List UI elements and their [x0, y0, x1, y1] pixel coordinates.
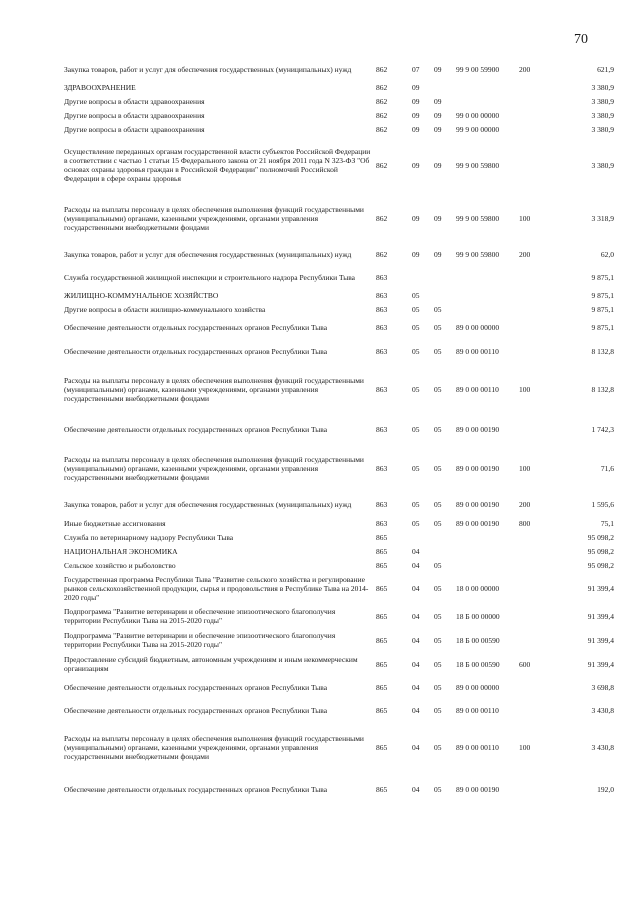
table-row — [64, 266, 614, 288]
subsection-code: 05 — [434, 560, 442, 570]
row-name: Расходы на выплаты персоналу в целях обеспечения выполнения функций государственными (муниципальными) органами, казенными учреждениями, органами управления государственными внебюджетными фондами — [64, 375, 364, 403]
ministry-code: 862 — [376, 96, 388, 106]
ministry-code: 863 — [376, 518, 388, 528]
subsection-code: 05 — [434, 784, 442, 794]
subsection-code: 09 — [434, 249, 442, 259]
expense-type-code — [519, 108, 549, 122]
expense-type-code — [519, 316, 549, 338]
subsection-code: 05 — [434, 518, 442, 528]
expense-type-code — [519, 572, 549, 604]
subsection-code: 09 — [434, 110, 442, 120]
row-name: Другие вопросы в области здравоохранения — [64, 96, 205, 106]
subsection-code: 05 — [434, 583, 442, 593]
table-row — [64, 492, 614, 516]
ministry-code: 862 — [376, 160, 388, 170]
expense-type-code — [519, 94, 549, 108]
section-code: 05 — [412, 322, 420, 332]
row-name: Подпрограмма "Развитие ветеринарии и обеспечение эпизоотического благополучия территории Республики Тыва на 2015-2020 годы" — [64, 607, 336, 625]
ministry-code: 865 — [376, 659, 388, 669]
amount: 75,1 — [600, 518, 614, 528]
row-name: Закупка товаров, работ и услуг для обеспечения государственных (муниципальных) нужд — [64, 499, 352, 509]
section-code: 05 — [412, 384, 420, 394]
expense-type-code — [519, 136, 549, 194]
table-row — [64, 722, 614, 772]
target-article-code: 89 0 00 00000 — [456, 322, 500, 332]
table-row — [64, 698, 614, 722]
table-row — [64, 194, 614, 242]
target-article-code: 89 0 00 00110 — [456, 346, 499, 356]
target-article-code — [456, 288, 519, 302]
row-name: ЗДРАВООХРАНЕНИЕ — [64, 82, 136, 92]
section-code: 09 — [412, 160, 420, 170]
table-row — [64, 108, 614, 122]
table-row — [64, 94, 614, 108]
row-name: Обеспечение деятельности отдельных государственных органов Республики Тыва — [64, 682, 328, 692]
target-article-code: 89 0 00 00190 — [456, 784, 500, 794]
section-code: 04 — [412, 705, 420, 715]
target-article-code: 89 0 00 00110 — [456, 742, 499, 752]
row-name: Обеспечение деятельности отдельных государственных органов Республики Тыва — [64, 784, 328, 794]
ministry-code: 862 — [376, 64, 388, 74]
subsection-code: 09 — [434, 124, 442, 134]
subsection-code — [434, 288, 456, 302]
expense-type-code — [519, 558, 549, 572]
section-code — [412, 530, 434, 544]
row-name: Расходы на выплаты персоналу в целях обеспечения выполнения функций государственными (муниципальными) органами, казенными учреждениями, органами управления государственными внебюджетными фондами — [64, 454, 364, 482]
ministry-code: 865 — [376, 611, 388, 621]
amount: 95 098,2 — [587, 546, 614, 556]
expense-type-code: 200 — [519, 249, 531, 259]
target-article-code: 99 9 00 59900 — [456, 64, 500, 74]
subsection-code: 05 — [434, 346, 442, 356]
amount: 1 742,3 — [591, 424, 614, 434]
subsection-code: 05 — [434, 463, 442, 473]
row-name: Иные бюджетные ассигнования — [64, 518, 166, 528]
amount: 91 399,4 — [587, 611, 614, 621]
expense-type-code: 600 — [519, 659, 531, 669]
section-code: 04 — [412, 635, 420, 645]
subsection-code: 09 — [434, 64, 442, 74]
amount: 71,6 — [600, 463, 614, 473]
subsection-code — [434, 530, 456, 544]
amount: 3 430,8 — [591, 705, 614, 715]
target-article-code: 99 9 00 59800 — [456, 249, 500, 259]
subsection-code — [434, 80, 456, 94]
expense-type-code — [519, 302, 549, 316]
row-name: НАЦИОНАЛЬНАЯ ЭКОНОМИКА — [64, 546, 178, 556]
ministry-code: 863 — [376, 499, 388, 509]
amount: 9 875,1 — [591, 322, 614, 332]
subsection-code: 05 — [434, 705, 442, 715]
row-name: Служба государственной жилищной инспекции и строительного надзора Республики Тыва — [64, 272, 356, 282]
subsection-code: 09 — [434, 96, 442, 106]
row-name: Закупка товаров, работ и услуг для обеспечения государственных (муниципальных) нужд — [64, 249, 352, 259]
section-code: 09 — [412, 82, 420, 92]
amount: 91 399,4 — [587, 635, 614, 645]
ministry-code: 862 — [376, 124, 388, 134]
table-row — [64, 628, 614, 652]
section-code: 04 — [412, 784, 420, 794]
subsection-code — [434, 544, 456, 558]
subsection-code: 05 — [434, 499, 442, 509]
row-name: Расходы на выплаты персоналу в целях обеспечения выполнения функций государственными (муниципальными) органами, казенными учреждениями, органами управления государственными внебюджетными фондами — [64, 204, 364, 232]
target-article-code: 89 0 00 00110 — [456, 384, 499, 394]
amount: 3 380,9 — [591, 160, 614, 170]
ministry-code: 865 — [376, 635, 388, 645]
subsection-code: 05 — [434, 742, 442, 752]
expense-type-code — [519, 122, 549, 136]
target-article-code — [456, 80, 519, 94]
ministry-code: 862 — [376, 249, 388, 259]
amount: 91 399,4 — [587, 583, 614, 593]
section-code: 05 — [412, 463, 420, 473]
amount: 3 380,9 — [591, 124, 614, 134]
table-row — [64, 58, 614, 80]
row-name: Другие вопросы в области жилищно-коммунального хозяйства — [64, 304, 266, 314]
row-name: Предоставление субсидий бюджетным, автономным учреждениям и иным некоммерческим организациям — [64, 655, 358, 673]
target-article-code — [456, 94, 519, 108]
expense-type-code: 100 — [519, 742, 531, 752]
section-code: 07 — [412, 64, 420, 74]
ministry-code: 863 — [376, 290, 388, 300]
target-article-code: 18 Б 00 00590 — [456, 635, 500, 645]
ministry-code: 865 — [376, 532, 388, 542]
expense-type-code — [519, 544, 549, 558]
row-name: Подпрограмма "Развитие ветеринарии и обеспечение эпизоотического благополучия территории Республики Тыва на 2015-2020 годы" — [64, 631, 336, 649]
target-article-code: 18 Б 00 00590 — [456, 659, 500, 669]
expense-type-code — [519, 414, 549, 444]
row-name: Осуществление переданных органам государственной власти субъектов Российской Федерации в соответствии с частью 1 статьи 15 Федерального закона от 21 ноября 2011 года N 323-ФЗ "Об основах охраны здоровья граждан в Российской Федерации" полномочий Российской Федерации в сфере охраны здоровья — [64, 147, 371, 183]
ministry-code: 863 — [376, 463, 388, 473]
subsection-code: 05 — [434, 322, 442, 332]
section-code: 05 — [412, 290, 420, 300]
table-row — [64, 302, 614, 316]
page-number: 70 — [574, 32, 588, 47]
table-row — [64, 530, 614, 544]
table-row — [64, 414, 614, 444]
amount: 95 098,2 — [587, 532, 614, 542]
subsection-code: 05 — [434, 635, 442, 645]
section-code: 04 — [412, 546, 420, 556]
table-row — [64, 364, 614, 414]
amount: 3 380,9 — [591, 96, 614, 106]
table-row — [64, 544, 614, 558]
subsection-code: 05 — [434, 304, 442, 314]
section-code: 09 — [412, 110, 420, 120]
ministry-code: 865 — [376, 583, 388, 593]
expense-type-code: 100 — [519, 213, 531, 223]
subsection-code: 09 — [434, 160, 442, 170]
amount: 9 875,1 — [591, 290, 614, 300]
target-article-code: 89 0 00 00110 — [456, 705, 499, 715]
target-article-code: 89 0 00 00000 — [456, 682, 500, 692]
row-name: Расходы на выплаты персоналу в целях обеспечения выполнения функций государственными (муниципальными) органами, казенными учреждениями, органами управления государственными внебюджетными фондами — [64, 733, 364, 761]
section-code: 04 — [412, 742, 420, 752]
table-row — [64, 122, 614, 136]
target-article-code — [456, 530, 519, 544]
section-code: 05 — [412, 304, 420, 314]
section-code — [412, 266, 434, 288]
section-code: 09 — [412, 96, 420, 106]
amount: 95 098,2 — [587, 560, 614, 570]
table-row — [64, 288, 614, 302]
amount: 9 875,1 — [591, 304, 614, 314]
ministry-code: 862 — [376, 82, 388, 92]
amount: 62,0 — [600, 249, 614, 259]
section-code: 09 — [412, 213, 420, 223]
table-row — [64, 136, 614, 194]
row-name: Обеспечение деятельности отдельных государственных органов Республики Тыва — [64, 322, 328, 332]
amount: 8 132,8 — [591, 346, 614, 356]
table-row — [64, 676, 614, 698]
expense-type-code — [519, 338, 549, 364]
row-name: ЖИЛИЩНО-КОММУНАЛЬНОЕ ХОЗЯЙСТВО — [64, 290, 219, 300]
amount: 3 380,9 — [591, 110, 614, 120]
table-row — [64, 242, 614, 266]
budget-table — [64, 58, 614, 806]
ministry-code: 863 — [376, 322, 388, 332]
row-name: Государственная программа Республики Тыва "Развитие сельского хозяйства и регулирование рынков сельскохозяйственной продукции, сырья и продовольствия в Республике Тыва на 2014-2020 годы" — [64, 574, 369, 602]
subsection-code: 05 — [434, 424, 442, 434]
table-row — [64, 516, 614, 530]
expense-type-code — [519, 604, 549, 628]
amount: 621,9 — [597, 64, 614, 74]
expense-type-code — [519, 80, 549, 94]
ministry-code: 862 — [376, 213, 388, 223]
section-code: 09 — [412, 249, 420, 259]
expense-type-code: 100 — [519, 463, 531, 473]
amount: 8 132,8 — [591, 384, 614, 394]
ministry-code: 865 — [376, 682, 388, 692]
expense-type-code — [519, 628, 549, 652]
section-code: 04 — [412, 659, 420, 669]
section-code: 04 — [412, 611, 420, 621]
target-article-code: 89 0 00 00190 — [456, 499, 500, 509]
expense-type-code — [519, 266, 549, 288]
target-article-code: 99 0 00 00000 — [456, 110, 500, 120]
expense-type-code — [519, 698, 549, 722]
subsection-code: 05 — [434, 659, 442, 669]
subsection-code: 05 — [434, 384, 442, 394]
target-article-code: 18 Б 00 00000 — [456, 611, 500, 621]
target-article-code: 89 0 00 00190 — [456, 518, 500, 528]
budget-table-body — [64, 58, 614, 806]
table-row — [64, 652, 614, 676]
amount: 3 430,8 — [591, 742, 614, 752]
target-article-code: 99 9 00 59800 — [456, 160, 500, 170]
target-article-code: 89 0 00 00190 — [456, 463, 500, 473]
table-row — [64, 316, 614, 338]
ministry-code: 863 — [376, 346, 388, 356]
ministry-code: 863 — [376, 424, 388, 434]
ministry-code: 863 — [376, 272, 388, 282]
subsection-code — [434, 266, 456, 288]
table-row — [64, 80, 614, 94]
target-article-code — [456, 544, 519, 558]
ministry-code: 865 — [376, 705, 388, 715]
amount: 9 875,1 — [591, 272, 614, 282]
expense-type-code — [519, 772, 549, 806]
expense-type-code: 100 — [519, 384, 531, 394]
ministry-code: 863 — [376, 304, 388, 314]
row-name: Другие вопросы в области здравоохранения — [64, 110, 205, 120]
section-code: 09 — [412, 124, 420, 134]
table-row — [64, 444, 614, 492]
subsection-code: 09 — [434, 213, 442, 223]
row-name: Сельское хозяйство и рыболовство — [64, 560, 176, 570]
amount: 192,0 — [597, 784, 614, 794]
row-name: Обеспечение деятельности отдельных государственных органов Республики Тыва — [64, 346, 328, 356]
target-article-code: 99 9 00 59800 — [456, 213, 500, 223]
row-name: Другие вопросы в области здравоохранения — [64, 124, 205, 134]
expense-type-code: 800 — [519, 518, 531, 528]
row-name: Обеспечение деятельности отдельных государственных органов Республики Тыва — [64, 705, 328, 715]
table-row — [64, 604, 614, 628]
target-article-code: 99 9 00 00000 — [456, 124, 500, 134]
row-name: Закупка товаров, работ и услуг для обеспечения государственных (муниципальных) нужд — [64, 64, 352, 74]
subsection-code: 05 — [434, 611, 442, 621]
ministry-code: 865 — [376, 560, 388, 570]
table-row — [64, 338, 614, 364]
target-article-code — [456, 266, 519, 288]
amount: 1 595,6 — [591, 499, 614, 509]
expense-type-code: 200 — [519, 64, 531, 74]
row-name: Обеспечение деятельности отдельных государственных органов Республики Тыва — [64, 424, 328, 434]
ministry-code: 865 — [376, 784, 388, 794]
subsection-code: 05 — [434, 682, 442, 692]
section-code: 04 — [412, 682, 420, 692]
target-article-code — [456, 302, 519, 316]
target-article-code — [456, 558, 519, 572]
target-article-code: 18 0 00 00000 — [456, 583, 500, 593]
amount: 3 318,9 — [591, 213, 614, 223]
amount: 3 380,9 — [591, 82, 614, 92]
section-code: 05 — [412, 518, 420, 528]
amount: 3 698,8 — [591, 682, 614, 692]
amount: 91 399,4 — [587, 659, 614, 669]
ministry-code: 863 — [376, 384, 388, 394]
ministry-code: 862 — [376, 110, 388, 120]
target-article-code: 89 0 00 00190 — [456, 424, 500, 434]
ministry-code: 865 — [376, 742, 388, 752]
expense-type-code: 200 — [519, 499, 531, 509]
section-code: 05 — [412, 499, 420, 509]
row-name: Служба по ветеринарному надзору Республики Тыва — [64, 532, 234, 542]
expense-type-code — [519, 676, 549, 698]
section-code: 05 — [412, 346, 420, 356]
section-code: 04 — [412, 583, 420, 593]
section-code: 04 — [412, 560, 420, 570]
table-row — [64, 572, 614, 604]
section-code: 05 — [412, 424, 420, 434]
expense-type-code — [519, 288, 549, 302]
table-row — [64, 558, 614, 572]
table-row — [64, 772, 614, 806]
ministry-code: 865 — [376, 546, 388, 556]
expense-type-code — [519, 530, 549, 544]
